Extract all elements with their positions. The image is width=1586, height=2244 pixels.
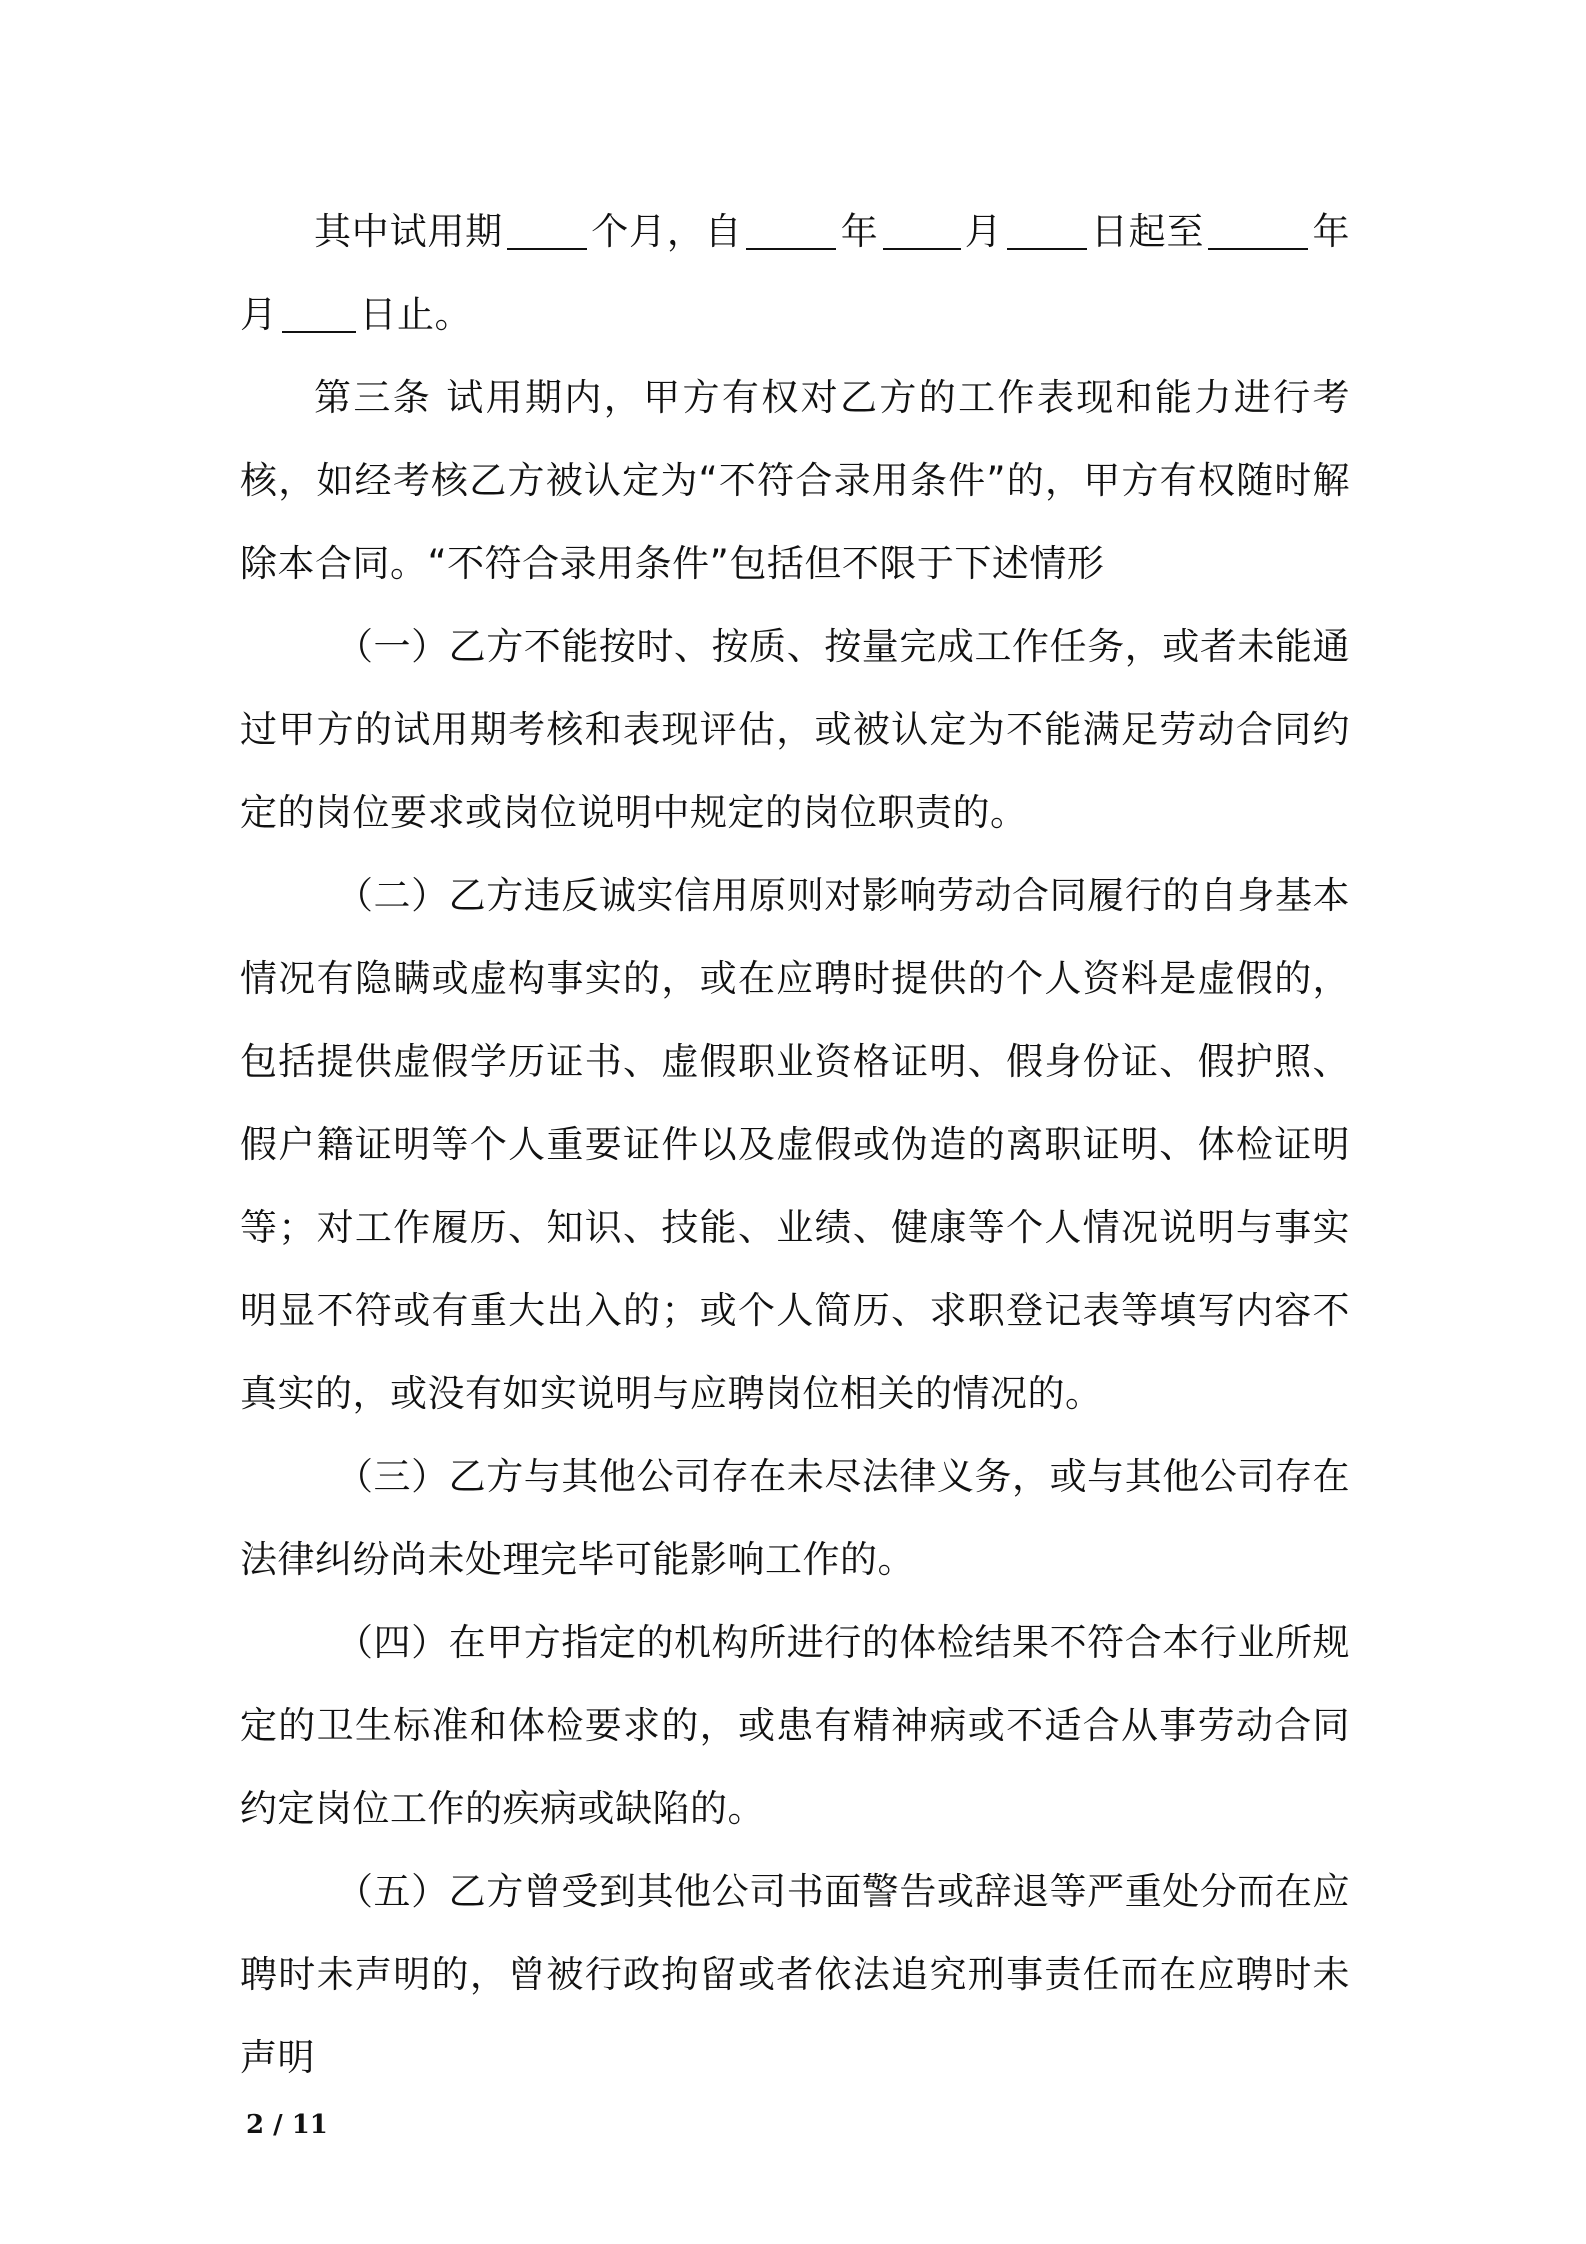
end-day-blank — [282, 295, 356, 333]
months-blank — [507, 212, 587, 250]
probation-text-4: 月 — [964, 210, 1003, 253]
end-year-blank — [1208, 212, 1308, 250]
clause-1-paragraph: （一）乙方不能按时、按质、按量完成工作任务，或者未能通过甲方的试用期考核和表现评估，或被认定为不能满足劳动合同约定的岗位要求或岗位说明中规定的岗位职责的。 — [240, 625, 1350, 834]
probation-text-1: 其中试用期 — [314, 210, 503, 253]
probation-period-paragraph — [240, 190, 1350, 356]
page-number: 2 / 11 — [246, 2110, 328, 2140]
start-year-blank — [746, 212, 836, 250]
probation-text-6: 年月 — [240, 210, 1351, 336]
probation-text-7: 日止。 — [359, 293, 472, 336]
start-day-blank — [1007, 212, 1087, 250]
probation-text-5: 日起至 — [1090, 210, 1205, 253]
probation-text-2: 个月，自 — [590, 210, 743, 253]
article-3-paragraph: 第三条 试用期内，甲方有权对乙方的工作表现和能力进行考核，如经考核乙方被认定为“不符合录用条件”的，甲方有权随时解除本合同。“不符合录用条件”包括但不限于下述情形 — [240, 376, 1350, 585]
clause-5-paragraph: （五）乙方曾受到其他公司书面警告或辞退等严重处分而在应聘时未声明的，曾被行政拘留或者依法追究刑事责任而在应聘时未声明 — [240, 1870, 1350, 2079]
start-month-blank — [883, 212, 961, 250]
clause-2-paragraph: （二）乙方违反诚实信用原则对影响劳动合同履行的自身基本情况有隐瞒或虚构事实的，或在应聘时提供的个人资料是虚假的，包括提供虚假学历证书、虚假职业资格证明、假身份证、假护照、假户籍证明等个人重要证件以及虚假或伪造的离职证明、体检证明等；对工作履历、知识、技能、业绩、健康等个人情况说明与事实明显不符或有重大出入的；或个人简历、求职登记表等填写内容不真实的，或没有如实说明与应聘岗位相关的情况的。 — [240, 874, 1350, 1415]
probation-text-3: 年 — [840, 210, 879, 253]
document-body — [240, 190, 1350, 2099]
clause-4-paragraph: （四）在甲方指定的机构所进行的体检结果不符合本行业所规定的卫生标准和体检要求的，或患有精神病或不适合从事劳动合同约定岗位工作的疾病或缺陷的。 — [240, 1621, 1350, 1830]
clause-3-paragraph: （三）乙方与其他公司存在未尽法律义务，或与其他公司存在法律纠纷尚未处理完毕可能影响工作的。 — [240, 1455, 1350, 1581]
